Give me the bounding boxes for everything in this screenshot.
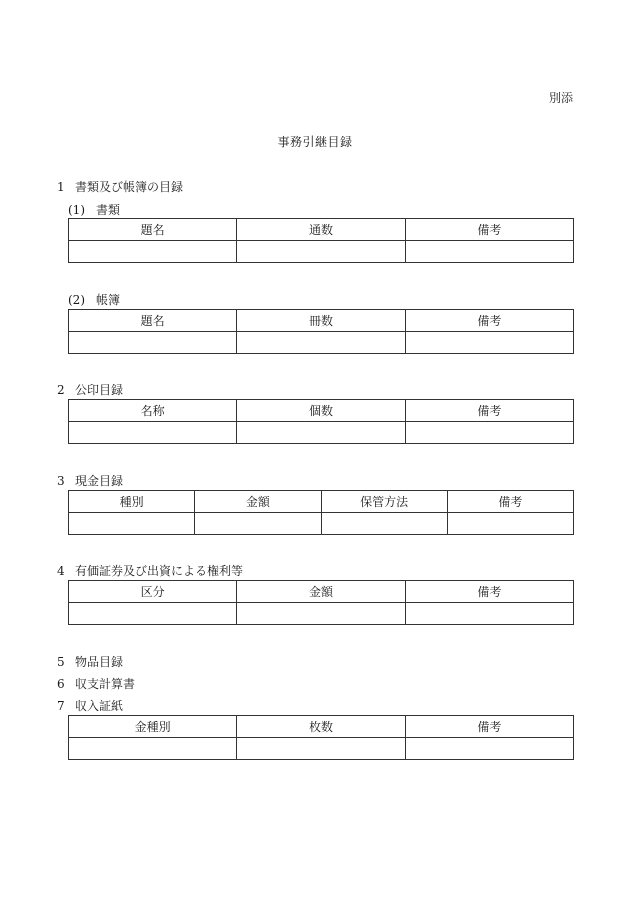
column-header-sheets: 枚数 [237,716,405,738]
table-cell[interactable] [405,332,573,354]
section-7-number: 7 [57,699,65,713]
section-6-number: 6 [57,677,65,691]
table-cell[interactable] [405,603,573,625]
section-5-title: 物品目録 [75,655,124,669]
section-3-title: 現金目録 [75,474,124,488]
section-5-number: 5 [57,655,65,669]
table-cell[interactable] [405,422,573,444]
table-cell[interactable] [237,241,405,263]
securities-table [68,580,574,625]
documents-table [68,218,574,263]
column-header-storage-method: 保管方法 [321,491,447,513]
section-2-number: 2 [57,383,65,397]
table-cell[interactable] [447,513,573,535]
section-1-number: 1 [57,180,65,194]
annex-label: 別添 [548,91,573,105]
column-header-remarks: 備考 [405,581,573,603]
column-header-remarks: 備考 [405,310,573,332]
section-4-heading [57,562,243,579]
table-row [69,603,574,625]
table-cell[interactable] [69,738,237,760]
column-header-amount: 金額 [237,581,405,603]
column-header-quantity: 個数 [237,400,405,422]
table-cell[interactable] [69,332,237,354]
table-header-row [69,716,574,738]
subsection-1-2-heading [68,291,120,308]
table-cell[interactable] [237,422,405,444]
column-header-remarks: 備考 [447,491,573,513]
table-cell[interactable] [69,603,237,625]
section-4-title: 有価証券及び出資による権利等 [75,564,244,578]
section-6-heading [57,675,135,692]
document-title: 事務引継目録 [277,135,353,149]
table-row [69,422,574,444]
column-header-remarks: 備考 [405,219,573,241]
section-3-number: 3 [57,474,65,488]
section-6-title: 収支計算書 [75,677,136,691]
column-header-title: 題名 [69,310,237,332]
table-header-row [69,581,574,603]
subsection-1-1-number: (1) [68,203,85,217]
table-row [69,241,574,263]
section-7-heading [57,697,123,714]
section-4-number: 4 [57,564,65,578]
table-row [69,513,574,535]
section-2-heading [57,381,123,398]
table-header-row [69,491,574,513]
section-2-title: 公印目録 [75,383,124,397]
table-cell[interactable] [405,241,573,263]
table-cell[interactable] [405,738,573,760]
column-header-amount: 金額 [195,491,321,513]
table-cell[interactable] [321,513,447,535]
column-header-denomination: 金種別 [69,716,237,738]
section-3-heading [57,472,123,489]
table-header-row [69,400,574,422]
column-header-remarks: 備考 [405,400,573,422]
subsection-1-2-title: 帳簿 [96,293,121,307]
table-cell[interactable] [195,513,321,535]
column-header-title: 題名 [69,219,237,241]
column-header-count: 通数 [237,219,405,241]
table-row [69,332,574,354]
table-header-row [69,219,574,241]
ledgers-table [68,309,574,354]
cash-table [68,490,574,535]
table-cell[interactable] [237,603,405,625]
section-5-heading [57,653,123,670]
column-header-remarks: 備考 [405,716,573,738]
table-cell[interactable] [237,738,405,760]
column-header-category: 区分 [69,581,237,603]
official-seals-table [68,399,574,444]
table-header-row [69,310,574,332]
subsection-1-1-heading [68,201,120,218]
section-7-title: 収入証紙 [75,699,124,713]
revenue-stamps-table [68,715,574,760]
table-cell[interactable] [69,241,237,263]
subsection-1-2-number: (2) [68,293,85,307]
section-1-heading [57,178,183,195]
table-row [69,738,574,760]
section-1-title: 書類及び帳簿の目録 [75,180,184,194]
column-header-name: 名称 [69,400,237,422]
subsection-1-1-title: 書類 [96,203,121,217]
table-cell[interactable] [69,513,195,535]
column-header-volumes: 冊数 [237,310,405,332]
table-cell[interactable] [69,422,237,444]
table-cell[interactable] [237,332,405,354]
column-header-type: 種別 [69,491,195,513]
